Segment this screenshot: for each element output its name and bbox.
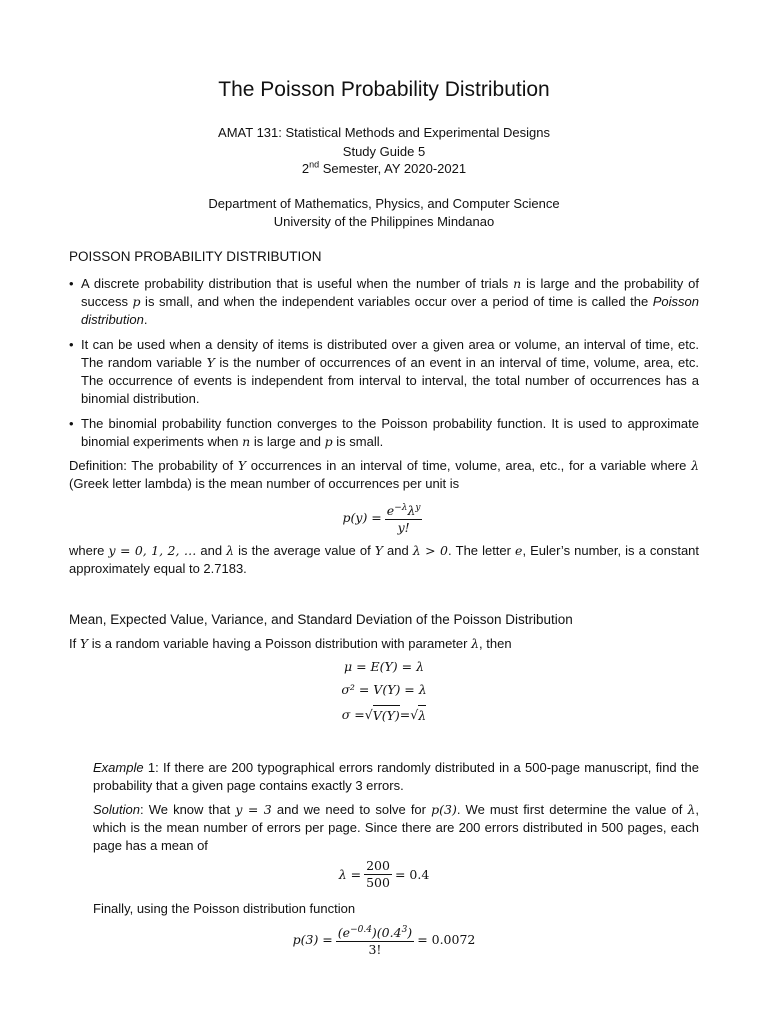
study-guide-line: Study Guide 5 — [342, 144, 426, 159]
lambda-equation: λ = $\frac{200}{500}$ = 0.4 — [338, 858, 430, 890]
university-line: University of the Philippines Mindanao — [273, 214, 495, 229]
course-line: AMAT 131: Statistical Methods and Experimental Designs — [218, 125, 550, 140]
definition-label: Definition — [69, 458, 124, 473]
poisson-pmf-formula: p(y) = $\frac{e^{-\lambda}\lambda^y}{y!}$ — [69, 500, 699, 536]
semester-ordinal: nd — [309, 159, 320, 170]
list-item: • The binomial probability function converges to the Poisson probability function. It is used to approximate binomial experiments when n is large and p is small. — [69, 415, 699, 451]
example-paragraph: Example 1: If there are 200 typographical errors randomly distributed in a 500-page manuscript, find the probability that a given page contains exactly 3 errors. — [93, 760, 699, 793]
section-heading-mean-variance: Mean, Expected Value, Variance, and Standard Deviation of the Poisson Distribution — [69, 612, 573, 627]
finally-line: Finally, using the Poisson distribution function — [93, 901, 356, 916]
semester-number: 2 — [301, 161, 310, 176]
department-line: Department of Mathematics, Physics, and Computer Science — [208, 196, 560, 211]
section-heading-poisson: POISSON PROBABILITY DISTRIBUTION — [69, 249, 322, 264]
document-title: The Poisson Probability Distribution — [218, 78, 550, 101]
std-dev-equation: σ = √ V(Y) = √ λ — [341, 707, 427, 723]
p3-numerator: $(e^{-0.4})(0.4^3)$ — [336, 922, 414, 942]
semester-text: Semester, AY 2020-2021 — [319, 161, 467, 176]
variance-equation: σ² = V(Y) = λ — [341, 682, 427, 697]
mean-equation: μ = E(Y) = λ — [343, 659, 425, 674]
bullet-list — [69, 275, 699, 458]
semester-line — [69, 160, 699, 178]
definition-paragraph: Definition: The probability of Y occurrences in an interval of time, volume, area, etc., for a variable where λ (Greek letter lambda) is the mean number of occurrences per unit is — [69, 458, 699, 491]
where-paragraph: where y = 0, 1, 2, … and λ is the average value of Y and λ > 0. The letter e, Euler’s number, is a constant approximately equal to 2.7183. — [69, 543, 700, 576]
pmf-numerator: $e^{-\lambda}\lambda^y$ — [385, 500, 423, 520]
list-item: • A discrete probability distribution that is useful when the number of trials n is large and the probability of success p is small, and when the independent variables occur over a period of time is called the Poisson distribution. — [69, 275, 699, 329]
if-paragraph: If Y is a random variable having a Poisson distribution with parameter λ, then — [69, 636, 512, 651]
p3-equation: p(3) = $\frac{(e^{-0.4})(0.4^3)}{3!}$ = 0.0072 — [69, 922, 699, 958]
solution-paragraph: Solution: We know that y = 3 and we need to solve for p(3). We must first determine the value of λ, which is the mean number of errors per page. Since there are 200 errors distributed in 500 pages, each page has a mean of — [93, 802, 700, 853]
list-item: • It can be used when a density of items is distributed over a given area or volume, an interval of time, etc. The random variable Y is the number of occurrences of an event in an interval of time, volume, area, etc. The occurrence of events is independent from interval to interval, the total number of occurrences has a binomial distribution. — [69, 336, 699, 408]
